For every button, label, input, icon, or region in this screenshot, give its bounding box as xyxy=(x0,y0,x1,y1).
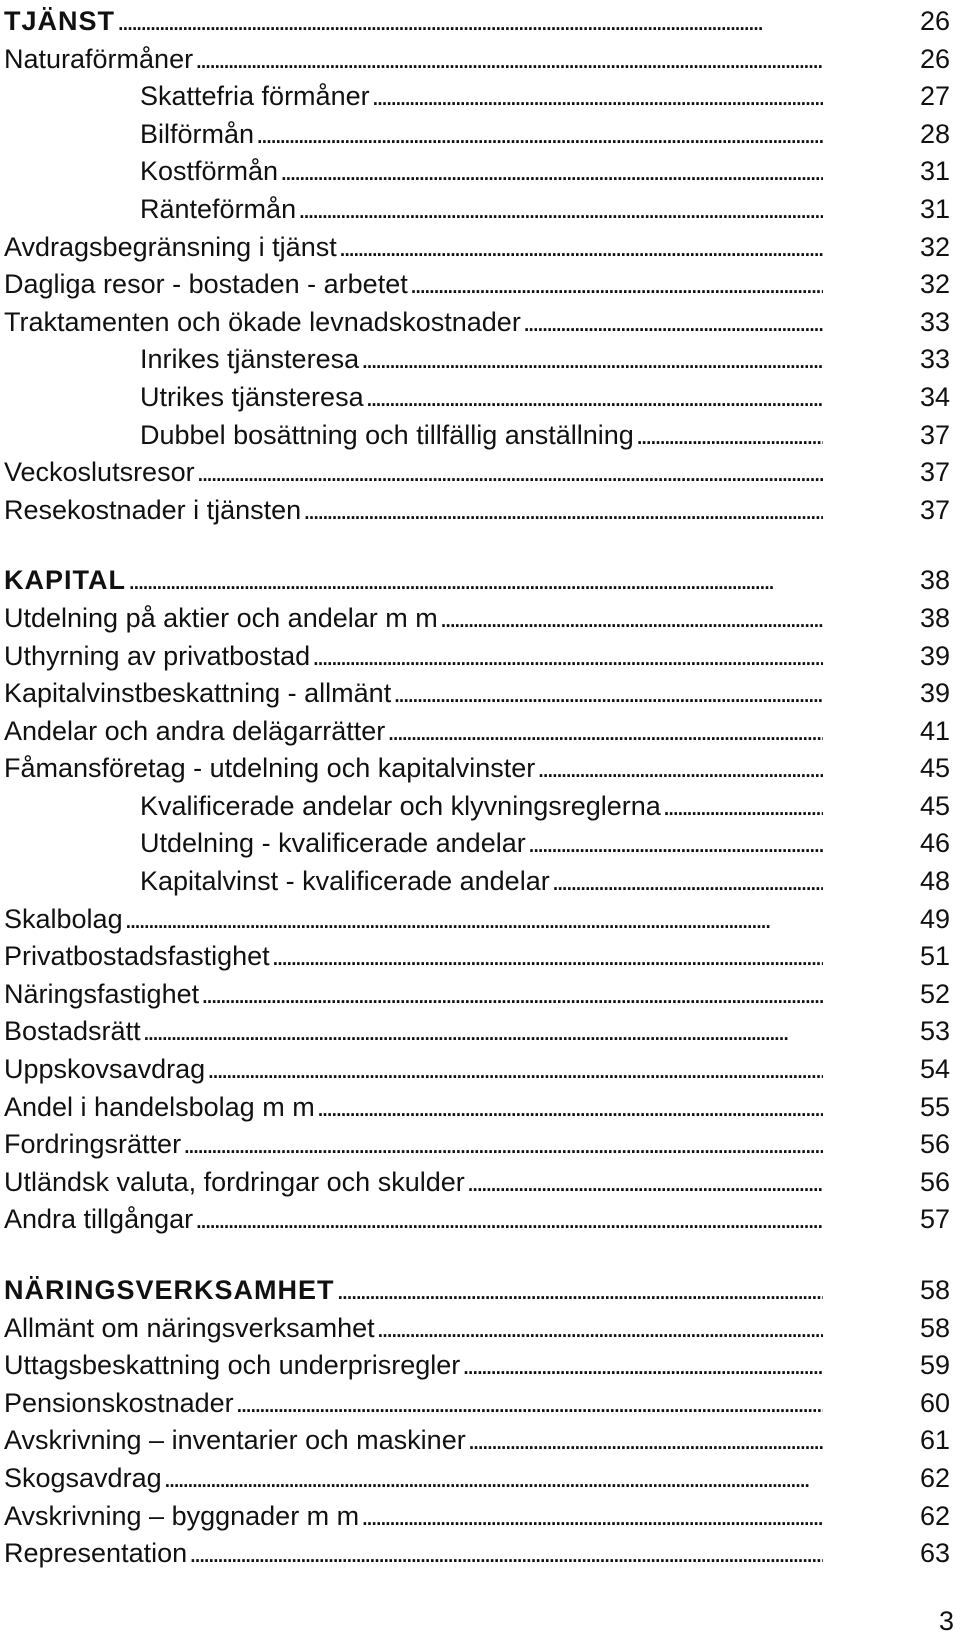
toc-entry-page: 45 xyxy=(919,753,950,784)
toc-entry[interactable] xyxy=(4,976,956,1014)
toc-entry-page: 56 xyxy=(919,1129,950,1160)
toc-entry-label: Uttagsbeskattning och underprisregler xyxy=(4,1350,461,1381)
toc-entry-leader xyxy=(4,1164,823,1202)
toc-entry-leader xyxy=(140,153,823,191)
toc-entry-leader xyxy=(4,901,823,939)
toc-entry-label: Fordringsrätter xyxy=(4,1129,182,1160)
toc-entry[interactable] xyxy=(4,825,956,863)
toc-entry[interactable] xyxy=(4,1310,956,1348)
toc-entry-page: 32 xyxy=(919,269,950,300)
toc-entry-page: 26 xyxy=(919,43,950,74)
toc-entry-label: Dubbel bosättning och tillfällig anställning xyxy=(140,419,634,450)
toc-entry-label: Avdragsbegränsning i tjänst xyxy=(4,231,337,262)
toc-entry[interactable] xyxy=(4,675,956,713)
toc-entry-label: KAPITAL xyxy=(4,565,126,596)
toc-entry-page: 51 xyxy=(919,941,950,972)
toc-entry[interactable] xyxy=(4,713,956,751)
toc-entry[interactable] xyxy=(4,938,956,976)
toc-entry-leader xyxy=(4,1460,823,1498)
toc-entry-page: 52 xyxy=(919,978,950,1009)
toc-entry-leader xyxy=(4,454,823,492)
toc-entry-page: 56 xyxy=(919,1166,950,1197)
toc-entry-page: 37 xyxy=(919,419,950,450)
toc-entry-page: 58 xyxy=(919,1275,950,1305)
table-of-contents xyxy=(4,3,956,1573)
toc-entry-page: 32 xyxy=(919,231,950,262)
toc-entry-label: Andelar och andra delägarrätter xyxy=(4,715,386,746)
toc-entry[interactable] xyxy=(4,153,956,191)
toc-entry-leader xyxy=(4,492,823,530)
toc-entry-leader xyxy=(4,1422,823,1460)
toc-section-heading[interactable] xyxy=(4,3,956,41)
toc-entry[interactable] xyxy=(4,788,956,826)
toc-entry-leader xyxy=(140,116,823,154)
toc-entry[interactable] xyxy=(4,304,956,342)
toc-entry[interactable] xyxy=(4,1535,956,1573)
toc-entry-label: Traktamenten och ökade levnadskostnader xyxy=(4,306,521,337)
toc-entry-label: Utländsk valuta, fordringar och skulder xyxy=(4,1166,465,1197)
toc-entry[interactable] xyxy=(4,1498,956,1536)
toc-entry-page: 39 xyxy=(919,678,950,709)
toc-entry-label: Inrikes tjänsteresa xyxy=(140,344,360,375)
toc-entry[interactable] xyxy=(4,901,956,939)
toc-entry-leader xyxy=(4,229,823,267)
toc-entry-label: Andel i handelsbolag m m xyxy=(4,1091,315,1122)
toc-entry-page: 41 xyxy=(919,715,950,746)
toc-entry-label: Skalbolag xyxy=(4,903,123,934)
toc-entry[interactable] xyxy=(4,417,956,455)
toc-entry-page: 49 xyxy=(919,903,950,934)
toc-entry-leader xyxy=(4,1347,823,1385)
toc-entry-leader xyxy=(4,938,823,976)
toc-entry-leader xyxy=(4,1385,823,1423)
toc-entry-label: Skogsavdrag xyxy=(4,1462,162,1493)
toc-entry-label: Ränteförmån xyxy=(140,193,297,224)
toc-entry[interactable] xyxy=(4,1422,956,1460)
toc-entry-label: Utdelning - kvalificerade andelar xyxy=(140,828,526,859)
toc-entry-leader xyxy=(140,379,823,417)
toc-entry[interactable] xyxy=(4,600,956,638)
toc-section xyxy=(4,562,956,1239)
toc-entry-leader xyxy=(140,825,823,863)
toc-entry[interactable] xyxy=(4,638,956,676)
toc-entry-page: 31 xyxy=(919,156,950,187)
toc-entry-leader xyxy=(4,638,823,676)
toc-entry-page: 54 xyxy=(919,1054,950,1085)
toc-entry[interactable] xyxy=(4,41,956,79)
toc-entry-leader xyxy=(4,1310,823,1348)
toc-entry-leader xyxy=(4,1126,823,1164)
toc-entry-label: Bilförmån xyxy=(140,118,255,149)
toc-entry-leader xyxy=(4,976,823,1014)
toc-entry-page: 26 xyxy=(919,6,950,36)
toc-entry-label: Avskrivning – inventarier och maskiner xyxy=(4,1425,466,1456)
toc-entry-leader xyxy=(4,1535,823,1573)
toc-entry-page: 48 xyxy=(919,866,950,897)
page-number: 3 xyxy=(938,1606,954,1636)
toc-entry-leader xyxy=(140,341,823,379)
toc-entry-page: 61 xyxy=(919,1425,950,1456)
toc-entry-page: 62 xyxy=(919,1462,950,1493)
toc-entry-label: Uppskovsavdrag xyxy=(4,1054,206,1085)
toc-entry-page: 31 xyxy=(919,193,950,224)
toc-entry-page: 33 xyxy=(919,344,950,375)
toc-entry-label: Kostförmån xyxy=(140,156,279,187)
toc-entry-page: 63 xyxy=(919,1538,950,1569)
toc-entry-page: 38 xyxy=(919,602,950,633)
toc-entry[interactable] xyxy=(4,379,956,417)
toc-entry-label: Allmänt om näringsverksamhet xyxy=(4,1312,375,1343)
toc-entry[interactable] xyxy=(4,1051,956,1089)
toc-entry[interactable] xyxy=(4,1385,956,1423)
toc-entry-leader xyxy=(4,41,823,79)
toc-entry-page: 57 xyxy=(919,1204,950,1235)
toc-entry-label: Bostadsrätt xyxy=(4,1016,141,1047)
toc-section-heading[interactable] xyxy=(4,1272,956,1310)
toc-entry-label: Kapitalvinst - kvalificerade andelar xyxy=(140,866,550,897)
toc-entry-label: Veckoslutsresor xyxy=(4,457,195,488)
toc-entry-leader xyxy=(140,863,823,901)
toc-entry-label: TJÄNST xyxy=(4,6,116,36)
toc-entry-label: Kvalificerade andelar och klyvningsreglerna xyxy=(140,790,661,821)
toc-entry[interactable] xyxy=(4,341,956,379)
toc-entry-leader xyxy=(4,750,823,788)
toc-entry-leader xyxy=(140,417,823,455)
toc-entry[interactable] xyxy=(4,1164,956,1202)
toc-entry[interactable] xyxy=(4,1460,956,1498)
toc-entry-leader xyxy=(140,78,823,116)
toc-entry-page: 46 xyxy=(919,828,950,859)
toc-entry-label: Utrikes tjänsteresa xyxy=(140,381,364,412)
toc-entry-leader xyxy=(4,1201,823,1239)
toc-entry-label: Pensionskostnader xyxy=(4,1387,234,1418)
toc-entry[interactable] xyxy=(4,1201,956,1239)
toc-entry-page: 58 xyxy=(919,1312,950,1343)
toc-entry-leader xyxy=(4,1089,823,1127)
toc-entry-label: Kapitalvinstbeskattning - allmänt xyxy=(4,678,392,709)
toc-entry-label: Representation xyxy=(4,1538,188,1569)
toc-entry[interactable] xyxy=(4,229,956,267)
toc-entry-label: Avskrivning – byggnader m m xyxy=(4,1500,360,1531)
toc-entry-page: 37 xyxy=(919,457,950,488)
toc-entry-label: Näringsfastighet xyxy=(4,978,200,1009)
toc-entry-leader xyxy=(4,1051,823,1089)
toc-entry[interactable] xyxy=(4,191,956,229)
toc-entry[interactable] xyxy=(4,1089,956,1127)
toc-entry[interactable] xyxy=(4,1347,956,1385)
toc-section xyxy=(4,3,956,529)
toc-entry-page: 53 xyxy=(919,1016,950,1047)
toc-entry-leader xyxy=(4,562,823,600)
toc-entry-leader xyxy=(4,713,823,751)
toc-entry-label: Uthyrning av privatbostad xyxy=(4,640,311,671)
toc-entry[interactable] xyxy=(4,492,956,530)
toc-entry-leader xyxy=(4,600,823,638)
toc-entry-page: 45 xyxy=(919,790,950,821)
toc-entry-label: Skattefria förmåner xyxy=(140,81,370,112)
toc-section xyxy=(4,1272,956,1573)
toc-entry-page: 28 xyxy=(919,118,950,149)
toc-entry-leader xyxy=(4,3,823,41)
toc-entry-leader xyxy=(140,191,823,229)
toc-entry[interactable] xyxy=(4,863,956,901)
toc-entry-label: Naturaförmåner xyxy=(4,43,194,74)
toc-entry[interactable] xyxy=(4,266,956,304)
toc-entry-label: Utdelning på aktier och andelar m m xyxy=(4,602,438,633)
toc-entry-leader xyxy=(4,1272,823,1310)
toc-entry-leader xyxy=(140,788,823,826)
toc-entry[interactable] xyxy=(4,454,956,492)
toc-entry-label: Dagliga resor - bostaden - arbetet xyxy=(4,269,408,300)
toc-entry-page: 27 xyxy=(919,81,950,112)
toc-entry-page: 59 xyxy=(919,1350,950,1381)
toc-entry-page: 38 xyxy=(919,565,950,596)
toc-entry-page: 37 xyxy=(919,494,950,525)
toc-entry-leader xyxy=(4,1498,823,1536)
toc-section-heading[interactable] xyxy=(4,562,956,600)
toc-entry-page: 39 xyxy=(919,640,950,671)
toc-entry-page: 33 xyxy=(919,306,950,337)
toc-entry-page: 34 xyxy=(919,381,950,412)
toc-entry[interactable] xyxy=(4,750,956,788)
toc-entry-label: Andra tillgångar xyxy=(4,1204,194,1235)
toc-entry-page: 60 xyxy=(919,1387,950,1418)
toc-entry-leader xyxy=(4,304,823,342)
toc-entry[interactable] xyxy=(4,116,956,154)
toc-entry-page: 55 xyxy=(919,1091,950,1122)
toc-entry-leader xyxy=(4,1013,823,1051)
toc-entry[interactable] xyxy=(4,1126,956,1164)
toc-entry-label: Fåmansföretag - utdelning och kapitalvinster xyxy=(4,753,536,784)
toc-entry-label: NÄRINGSVERKSAMHET xyxy=(4,1275,335,1305)
toc-entry-leader xyxy=(4,266,823,304)
toc-entry-label: Privatbostadsfastighet xyxy=(4,941,270,972)
toc-entry[interactable] xyxy=(4,1013,956,1051)
toc-entry-leader xyxy=(4,675,823,713)
toc-entry-page: 62 xyxy=(919,1500,950,1531)
toc-entry-label: Resekostnader i tjänsten xyxy=(4,494,302,525)
toc-entry[interactable] xyxy=(4,78,956,116)
